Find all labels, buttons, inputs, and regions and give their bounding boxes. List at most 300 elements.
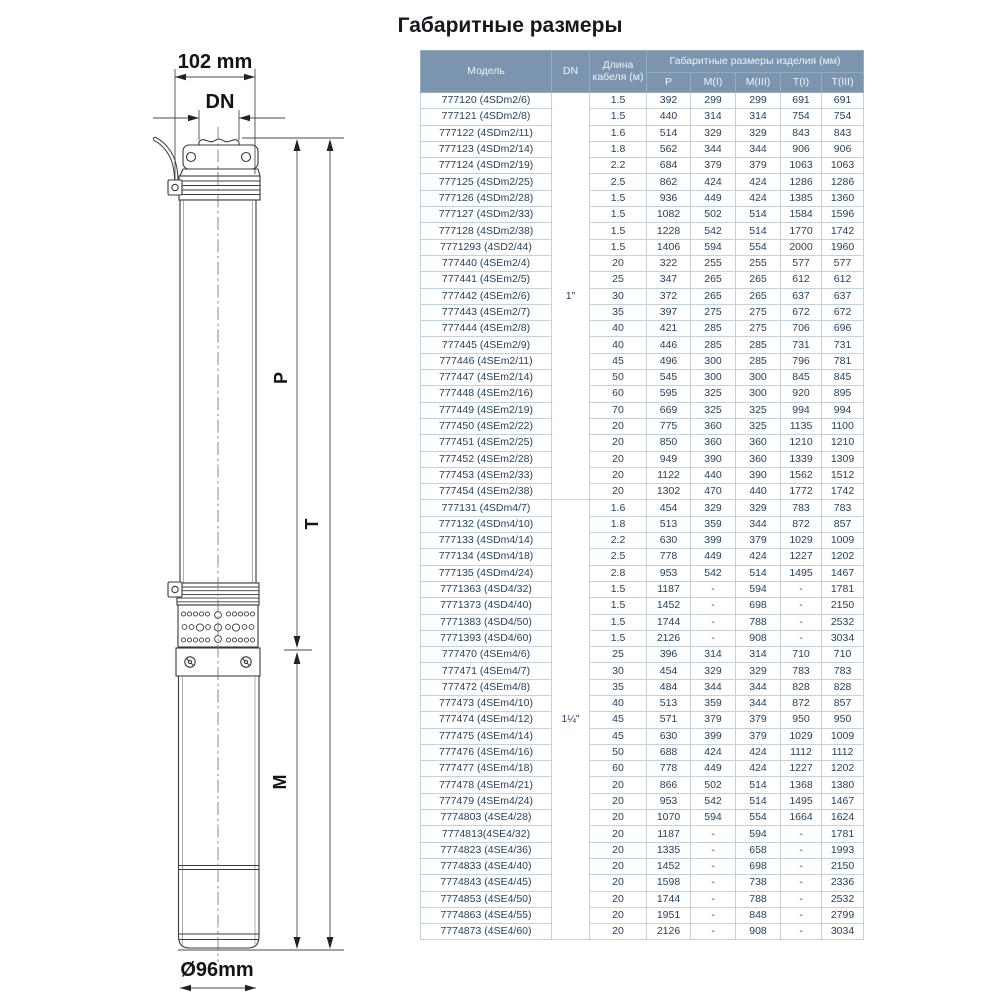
dim-value-cell: 360 [691,418,736,434]
cable-length-cell: 20 [590,418,647,434]
dim-value-cell: 1772 [781,484,822,500]
dim-value-cell: 513 [647,695,691,711]
dim-value-cell: 542 [691,793,736,809]
table-row [421,288,864,304]
dim-value-cell: 344 [736,679,781,695]
dim-value-cell: 1302 [647,484,691,500]
cable-length-cell: 1.8 [590,516,647,532]
dim-value-cell: 255 [736,255,781,271]
table-row [421,93,864,109]
table-row [421,207,864,223]
dim-value-cell: 1187 [647,581,691,597]
dim-value-cell: 1584 [781,207,822,223]
dim-value-cell: 514 [736,223,781,239]
dim-value-cell: 1664 [781,810,822,826]
model-cell: 7771293 (4SD2/44) [421,239,552,255]
dim-value-cell: 658 [736,842,781,858]
pump-dimension-diagram [0,0,420,1000]
table-row [421,728,864,744]
dim-value-cell: 2150 [822,858,864,874]
dim-value-cell: 3034 [822,630,864,646]
dim-value-cell: 778 [647,549,691,565]
dim-value-cell: 1227 [781,761,822,777]
dim-value-cell: 1742 [822,484,864,500]
dim-value-cell: 1309 [822,451,864,467]
table-row [421,467,864,483]
model-cell: 777445 (4SEm2/9) [421,337,552,353]
dim-value-cell: 399 [691,533,736,549]
dim-value-cell: 594 [736,826,781,842]
dim-value-cell: 577 [781,255,822,271]
dim-value-cell: 2799 [822,907,864,923]
dim-value-cell: 2150 [822,598,864,614]
pump-body-drawing [168,139,260,647]
cable-length-cell: 20 [590,451,647,467]
dim-value-cell: 329 [691,125,736,141]
cable-length-cell: 45 [590,712,647,728]
dim-value-cell: 514 [736,777,781,793]
cable-length-cell: 40 [590,321,647,337]
dim-value-cell: 379 [736,712,781,728]
dim-value-cell: 424 [736,549,781,565]
dim-value-cell: 454 [647,500,691,516]
dim-value-cell: 1960 [822,239,864,255]
dim-label-p: P [271,371,291,385]
table-row [421,125,864,141]
dim-value-cell: 379 [736,533,781,549]
table-row [421,598,864,614]
dim-value-cell: 612 [781,272,822,288]
table-row [421,158,864,174]
model-cell: 777135 (4SDm4/24) [421,565,552,581]
model-cell: 7774833 (4SE4/40) [421,858,552,874]
dim-value-cell: 828 [822,679,864,695]
dim-value-cell: 950 [822,712,864,728]
cable-length-cell: 1.5 [590,239,647,255]
cable-length-cell: 1.5 [590,630,647,646]
dim-value-cell: 1770 [781,223,822,239]
dim-value-cell: 1100 [822,418,864,434]
table-row [421,777,864,793]
dim-value-cell: 845 [822,370,864,386]
cable-length-cell: 20 [590,435,647,451]
dim-value-cell: 1951 [647,907,691,923]
dim-value-cell: 637 [822,288,864,304]
dim-value-cell: 314 [736,109,781,125]
dim-value-cell: 895 [822,386,864,402]
dim-value-cell: 300 [736,386,781,402]
cable-length-cell: 20 [590,907,647,923]
motor-body [179,676,260,948]
cable-length-cell: 1.5 [590,223,647,239]
dim-value-cell: 360 [736,435,781,451]
model-cell: 777478 (4SEm4/21) [421,777,552,793]
dim-value-cell: 1210 [781,435,822,451]
dim-value-cell: - [781,875,822,891]
dim-value-cell: 1380 [822,777,864,793]
table-row [421,255,864,271]
dim-value-cell: 1467 [822,793,864,809]
dim-value-cell: - [781,630,822,646]
model-cell: 7771393 (4SD4/60) [421,630,552,646]
dim-value-cell: 554 [736,239,781,255]
cable-length-cell: 2.8 [590,565,647,581]
table-row [421,712,864,728]
cable-length-cell: 1.6 [590,500,647,516]
dim-value-cell: 344 [691,679,736,695]
dim-value-cell: - [781,598,822,614]
dim-value-cell: 1286 [781,174,822,190]
dim-value-cell: 554 [736,810,781,826]
dim-value-cell: 329 [736,125,781,141]
dim-value-cell: 778 [647,761,691,777]
model-cell: 7774803 (4SE4/28) [421,810,552,826]
dim-value-cell: 594 [736,581,781,597]
cable-length-cell: 20 [590,810,647,826]
dim-value-cell: 325 [736,402,781,418]
flange-hole-left [187,153,196,162]
model-cell: 777448 (4SEm2/16) [421,386,552,402]
dim-value-cell: 1781 [822,581,864,597]
dim-value-cell: 920 [781,386,822,402]
model-cell: 777450 (4SEm2/22) [421,418,552,434]
dim-value-cell: 440 [691,467,736,483]
dim-value-cell: 424 [736,174,781,190]
dim-label-m: M [270,774,290,790]
model-cell: 777446 (4SEm2/11) [421,353,552,369]
table-row [421,500,864,516]
dim-value-cell: 344 [691,141,736,157]
model-cell: 777133 (4SDm4/14) [421,533,552,549]
cable-length-cell: 35 [590,304,647,320]
cable-length-cell: 45 [590,728,647,744]
dim-value-cell: 1286 [822,174,864,190]
cable-length-cell: 20 [590,793,647,809]
dim-value-cell: 1993 [822,842,864,858]
table-row [421,826,864,842]
dim-value-cell: - [691,891,736,907]
dim-value-cell: 300 [691,370,736,386]
model-cell: 777442 (4SEm2/6) [421,288,552,304]
dim-value-cell: 344 [736,141,781,157]
model-cell: 777123 (4SDm2/14) [421,141,552,157]
dim-value-cell: 424 [736,744,781,760]
dim-value-cell: 669 [647,402,691,418]
dim-value-cell: - [691,858,736,874]
cable-length-cell: 2.5 [590,549,647,565]
model-cell: 777470 (4SEm4/6) [421,647,552,663]
dim-value-cell: 329 [736,663,781,679]
dim-value-cell: 372 [647,288,691,304]
dim-value-cell: - [691,630,736,646]
model-cell: 777440 (4SEm2/4) [421,255,552,271]
model-cell: 777452 (4SEm2/28) [421,451,552,467]
dim-value-cell: 379 [691,158,736,174]
dim-value-cell: 1029 [781,728,822,744]
dim-value-cell: 392 [647,93,691,109]
table-row [421,109,864,125]
dim-value-cell: - [691,842,736,858]
table-row [421,516,864,532]
dim-value-cell: 908 [736,924,781,940]
dim-value-cell: 496 [647,353,691,369]
dim-value-cell: 285 [691,337,736,353]
table-row [421,679,864,695]
col-header-model: Модель [421,51,552,93]
dim-value-cell: 424 [736,190,781,206]
dim-value-cell: 1009 [822,728,864,744]
dim-value-cell: 1335 [647,842,691,858]
model-cell: 777132 (4SDm4/10) [421,516,552,532]
dim-value-cell: - [691,581,736,597]
dim-value-cell: 314 [691,647,736,663]
dim-value-cell: 1368 [781,777,822,793]
model-cell: 777472 (4SEm4/8) [421,679,552,695]
cable-length-cell: 70 [590,402,647,418]
dim-value-cell: 1596 [822,207,864,223]
dim-value-cell: 754 [822,109,864,125]
dim-value-cell: - [691,875,736,891]
dim-value-cell: 595 [647,386,691,402]
dim-value-cell: 1406 [647,239,691,255]
dim-value-cell: 1082 [647,207,691,223]
table-row [421,793,864,809]
table-row [421,565,864,581]
table-row [421,858,864,874]
dim-value-cell: 2532 [822,614,864,630]
cable-length-cell: 45 [590,353,647,369]
dim-value-cell: 738 [736,875,781,891]
cable-length-cell: 1.8 [590,141,647,157]
cable-length-cell: 35 [590,679,647,695]
cable-length-cell: 1.5 [590,109,647,125]
dim-label-t: T [302,518,322,530]
dim-value-cell: 514 [736,793,781,809]
dim-value-cell: - [691,924,736,940]
cable-length-cell: 1.5 [590,598,647,614]
cable-length-cell: 20 [590,842,647,858]
dim-value-cell: 857 [822,516,864,532]
dim-value-cell: - [691,826,736,842]
model-cell: 777447 (4SEm2/14) [421,370,552,386]
dim-value-cell: 630 [647,728,691,744]
dim-value-cell: 731 [822,337,864,353]
dim-value-cell: 1228 [647,223,691,239]
dim-value-cell: 691 [781,93,822,109]
cable-length-cell: 1.6 [590,125,647,141]
dim-value-cell: 1495 [781,565,822,581]
dim-value-cell: 953 [647,565,691,581]
dim-value-cell: 936 [647,190,691,206]
dim-value-cell: - [781,858,822,874]
dim-value-cell: 360 [691,435,736,451]
model-cell: 777134 (4SDm4/18) [421,549,552,565]
dim-value-cell: 390 [691,451,736,467]
dim-value-cell: 2336 [822,875,864,891]
dim-value-cell: 542 [691,565,736,581]
spec-table [420,50,864,940]
cable-length-cell: 25 [590,647,647,663]
dim-value-cell: 1385 [781,190,822,206]
model-cell: 777475 (4SEm4/14) [421,728,552,744]
dim-value-cell: 672 [822,304,864,320]
dim-value-cell: 691 [822,93,864,109]
dim-value-cell: 783 [822,500,864,516]
dim-value-cell: 1135 [781,418,822,434]
table-row [421,337,864,353]
dim-value-cell: 731 [781,337,822,353]
dim-value-cell: 275 [736,304,781,320]
model-cell: 7774873 (4SE4/60) [421,924,552,940]
dim-value-cell: 994 [781,402,822,418]
dim-value-cell: 1360 [822,190,864,206]
dim-value-cell: 325 [691,386,736,402]
dim-value-cell: 688 [647,744,691,760]
dim-value-cell: 513 [647,516,691,532]
dim-value-cell: 706 [781,321,822,337]
dim-value-cell: 449 [691,761,736,777]
dim-value-cell: 344 [736,516,781,532]
flange-hole-right [242,153,251,162]
cable-length-cell: 20 [590,467,647,483]
cable-length-cell: 2.2 [590,158,647,174]
model-cell: 777121 (4SDm2/8) [421,109,552,125]
dn-cell: 1¼" [552,500,590,940]
table-row [421,924,864,940]
model-cell: 777441 (4SEm2/5) [421,272,552,288]
cable-length-cell: 20 [590,924,647,940]
model-cell: 777444 (4SEm2/8) [421,321,552,337]
dim-value-cell: 684 [647,158,691,174]
table-row [421,484,864,500]
cable-length-cell: 1.5 [590,581,647,597]
dim-value-cell: 696 [822,321,864,337]
table-row [421,744,864,760]
dim-value-cell: 300 [691,353,736,369]
dim-value-cell: 872 [781,516,822,532]
table-row [421,663,864,679]
dim-value-cell: 1339 [781,451,822,467]
cable-length-cell: 25 [590,272,647,288]
dim-value-cell: 775 [647,418,691,434]
dim-value-cell: - [691,907,736,923]
dim-value-cell: 299 [736,93,781,109]
dim-value-cell: 299 [691,93,736,109]
dim-value-cell: 2532 [822,891,864,907]
cable-length-cell: 20 [590,484,647,500]
dim-value-cell: 1210 [822,435,864,451]
dim-value-cell: 359 [691,516,736,532]
dim-value-cell: 828 [781,679,822,695]
dim-value-cell: 285 [736,337,781,353]
dim-value-cell: 314 [691,109,736,125]
cable-length-cell: 40 [590,337,647,353]
dim-value-cell: - [781,581,822,597]
model-cell: 777122 (4SDm2/11) [421,125,552,141]
dim-value-cell: 1512 [822,467,864,483]
model-cell: 777449 (4SEm2/19) [421,402,552,418]
dim-value-cell: 788 [736,614,781,630]
dim-value-cell: 440 [647,109,691,125]
dim-value-cell: - [691,614,736,630]
dim-value-cell: 329 [691,663,736,679]
cable-length-cell: 60 [590,761,647,777]
dim-value-cell: 710 [781,647,822,663]
cable-guard [155,139,176,182]
table-row [421,614,864,630]
dim-value-cell: 630 [647,533,691,549]
dim-value-cell: 484 [647,679,691,695]
dim-value-cell: - [781,891,822,907]
col-header-t3: T(III) [822,73,864,93]
model-cell: 777477 (4SEm4/18) [421,761,552,777]
table-row [421,174,864,190]
model-cell: 7771373 (4SD4/40) [421,598,552,614]
dim-value-cell: 1202 [822,549,864,565]
dim-value-cell: 698 [736,858,781,874]
dim-value-cell: - [781,907,822,923]
dim-value-cell: 1598 [647,875,691,891]
table-row [421,370,864,386]
dim-label-bottom-diameter: Ø96mm [180,959,254,981]
cable-length-cell: 50 [590,744,647,760]
dim-value-cell: - [781,842,822,858]
table-row [421,141,864,157]
dim-value-cell: 698 [736,598,781,614]
dim-value-cell: 265 [691,272,736,288]
cable-length-cell: 1.5 [590,207,647,223]
dim-value-cell: 862 [647,174,691,190]
dim-value-cell: 953 [647,793,691,809]
cable-length-cell: 20 [590,891,647,907]
dim-value-cell: 950 [781,712,822,728]
table-row [421,761,864,777]
table-body [421,93,864,940]
dim-value-cell: 850 [647,435,691,451]
model-cell: 777126 (4SDm2/28) [421,190,552,206]
dim-value-cell: 754 [781,109,822,125]
dim-value-cell: 502 [691,777,736,793]
table-row [421,435,864,451]
table-row [421,647,864,663]
dim-value-cell: 1495 [781,793,822,809]
dim-value-cell: 275 [691,304,736,320]
model-cell: 7774813(4SE4/32) [421,826,552,842]
dim-value-cell: 424 [691,744,736,760]
dim-value-cell: 783 [781,663,822,679]
dim-value-cell: 265 [736,272,781,288]
dim-value-cell: 344 [736,695,781,711]
dim-value-cell: 379 [691,712,736,728]
dim-value-cell: 2126 [647,924,691,940]
table-row [421,190,864,206]
dim-value-cell: 542 [691,223,736,239]
cable-length-cell: 1.5 [590,614,647,630]
col-header-m1: M(I) [691,73,736,93]
table-row [421,353,864,369]
dim-value-cell: 545 [647,370,691,386]
model-cell: 777476 (4SEm4/16) [421,744,552,760]
table-row [421,239,864,255]
dim-value-cell: 329 [691,500,736,516]
dim-value-cell: 440 [736,484,781,500]
dim-value-cell: 424 [691,174,736,190]
model-cell: 7771383 (4SD4/50) [421,614,552,630]
table-row [421,695,864,711]
dim-value-cell: 1070 [647,810,691,826]
dim-value-cell: 424 [736,761,781,777]
dim-value-cell: 612 [822,272,864,288]
